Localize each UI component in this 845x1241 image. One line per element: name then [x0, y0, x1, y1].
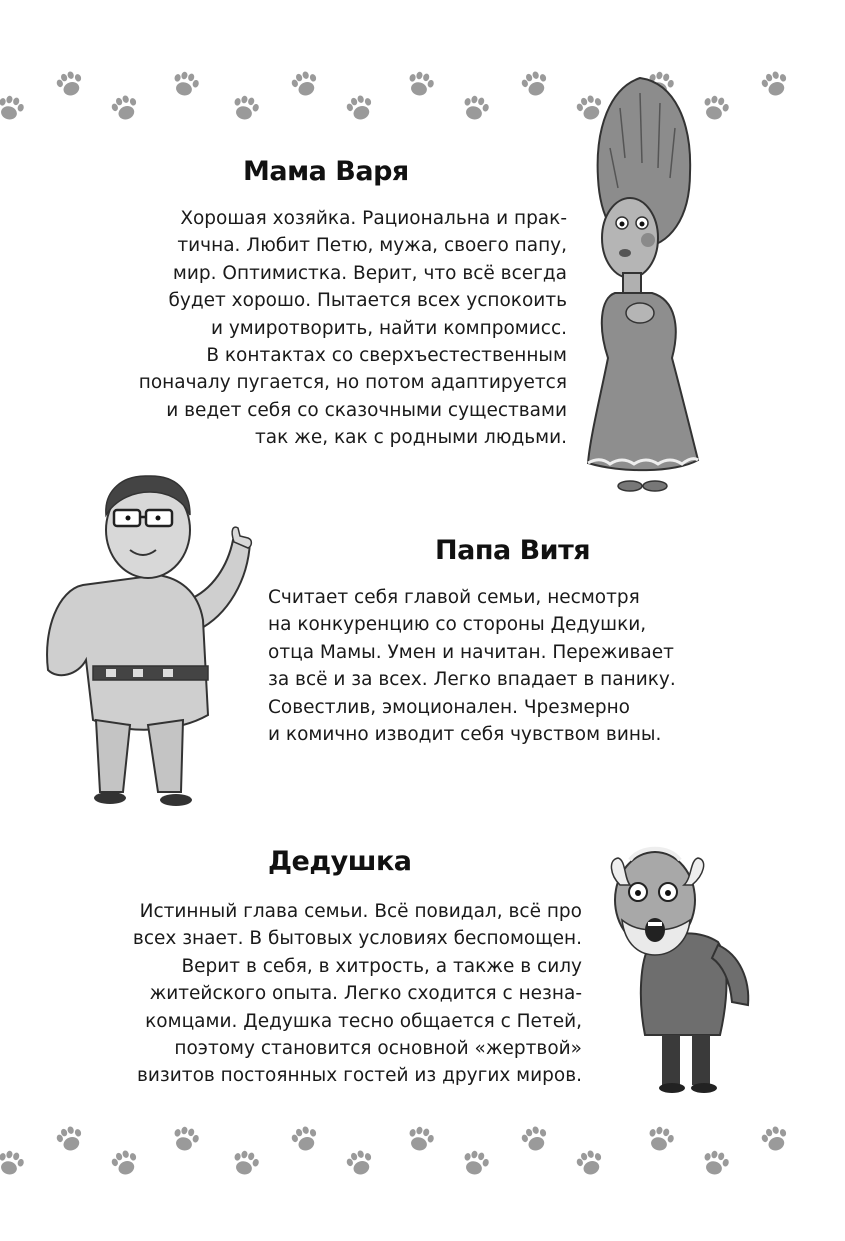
text-line: отца Мамы. Умен и начитан. Переживает	[268, 641, 674, 663]
text-line: всех знает. В бытовых условиях беспомощен.	[132, 928, 582, 950]
text-line: житейского опыта. Легко сходится с незна-	[149, 983, 582, 1005]
text-line: так же, как с родными людьми.	[255, 427, 567, 449]
paw-print-icon	[0, 1149, 25, 1179]
text-line: поначалу пугается, но потом адаптируется	[138, 372, 567, 394]
text-line: В контактах со сверхъестественным	[206, 345, 567, 367]
paw-print-icon	[520, 70, 550, 100]
paw-print-icon	[460, 94, 490, 124]
paw-print-icon	[760, 70, 790, 100]
text-line: тична. Любит Петю, мужа, своего папу,	[177, 235, 567, 257]
paw-print-icon	[345, 1149, 375, 1179]
text-line: будет хорошо. Пытается всех успокоить	[168, 290, 567, 312]
paw-print-icon	[575, 1149, 605, 1179]
text-line: поэтому становится основной «жертвой»	[174, 1038, 582, 1060]
paw-print-icon	[345, 94, 375, 124]
text-line: комцами. Дедушка тесно общается с Петей,	[145, 1010, 582, 1032]
paw-print-icon	[110, 1149, 140, 1179]
paw-print-icon	[700, 1149, 730, 1179]
mama-varya-title: Мама Варя	[243, 156, 409, 187]
paw-print-icon	[520, 1125, 550, 1155]
bottom-paw-border	[0, 1125, 845, 1195]
mama-varya-description	[90, 205, 567, 452]
papa-vitya-title: Папа Витя	[435, 535, 591, 566]
text-line: Истинный глава семьи. Всё повидал, всё про	[139, 901, 582, 922]
dedushka-title: Дедушка	[268, 846, 412, 877]
text-line: на конкуренцию со стороны Дедушки,	[268, 614, 647, 636]
paw-print-icon	[230, 1149, 260, 1179]
text-line: и ведет себя со сказочными существами	[166, 399, 567, 421]
paw-print-icon	[460, 1149, 490, 1179]
paw-print-icon	[760, 1125, 790, 1155]
paw-print-icon	[405, 1125, 435, 1155]
text-line: визитов постоянных гостей из других миров.	[137, 1065, 582, 1087]
paw-print-icon	[55, 70, 85, 100]
text-line: и комично изводит себя чувством вины.	[268, 724, 662, 746]
text-line: Верит в себя, в хитрость, а также в силу	[181, 955, 582, 977]
papa-vitya-illustration	[38, 470, 263, 810]
text-line: мир. Оптимистка. Верит, что всё всегда	[172, 262, 567, 284]
paw-print-icon	[290, 1125, 320, 1155]
papa-vitya-description	[268, 584, 738, 748]
paw-print-icon	[290, 70, 320, 100]
top-paw-border	[0, 70, 845, 140]
dedushka-description	[60, 898, 582, 1090]
paw-print-icon	[170, 70, 200, 100]
text-line: за всё и за всех. Легко впадает в панику.	[268, 669, 676, 691]
paw-print-icon	[230, 94, 260, 124]
paw-print-icon	[55, 1125, 85, 1155]
text-line: Хорошая хозяйка. Рациональна и прак-	[180, 208, 567, 229]
text-line: и умиротворить, найти компромисс.	[210, 317, 567, 339]
paw-print-icon	[645, 1125, 675, 1155]
text-line: Считает себя главой семьи, несмотря	[268, 587, 640, 608]
paw-print-icon	[110, 94, 140, 124]
paw-print-icon	[170, 1125, 200, 1155]
dedushka-illustration	[600, 830, 760, 1095]
paw-print-icon	[405, 70, 435, 100]
text-line: Совестлив, эмоционален. Чрезмерно	[268, 696, 630, 718]
mama-varya-illustration	[580, 68, 710, 496]
paw-print-icon	[0, 94, 25, 124]
